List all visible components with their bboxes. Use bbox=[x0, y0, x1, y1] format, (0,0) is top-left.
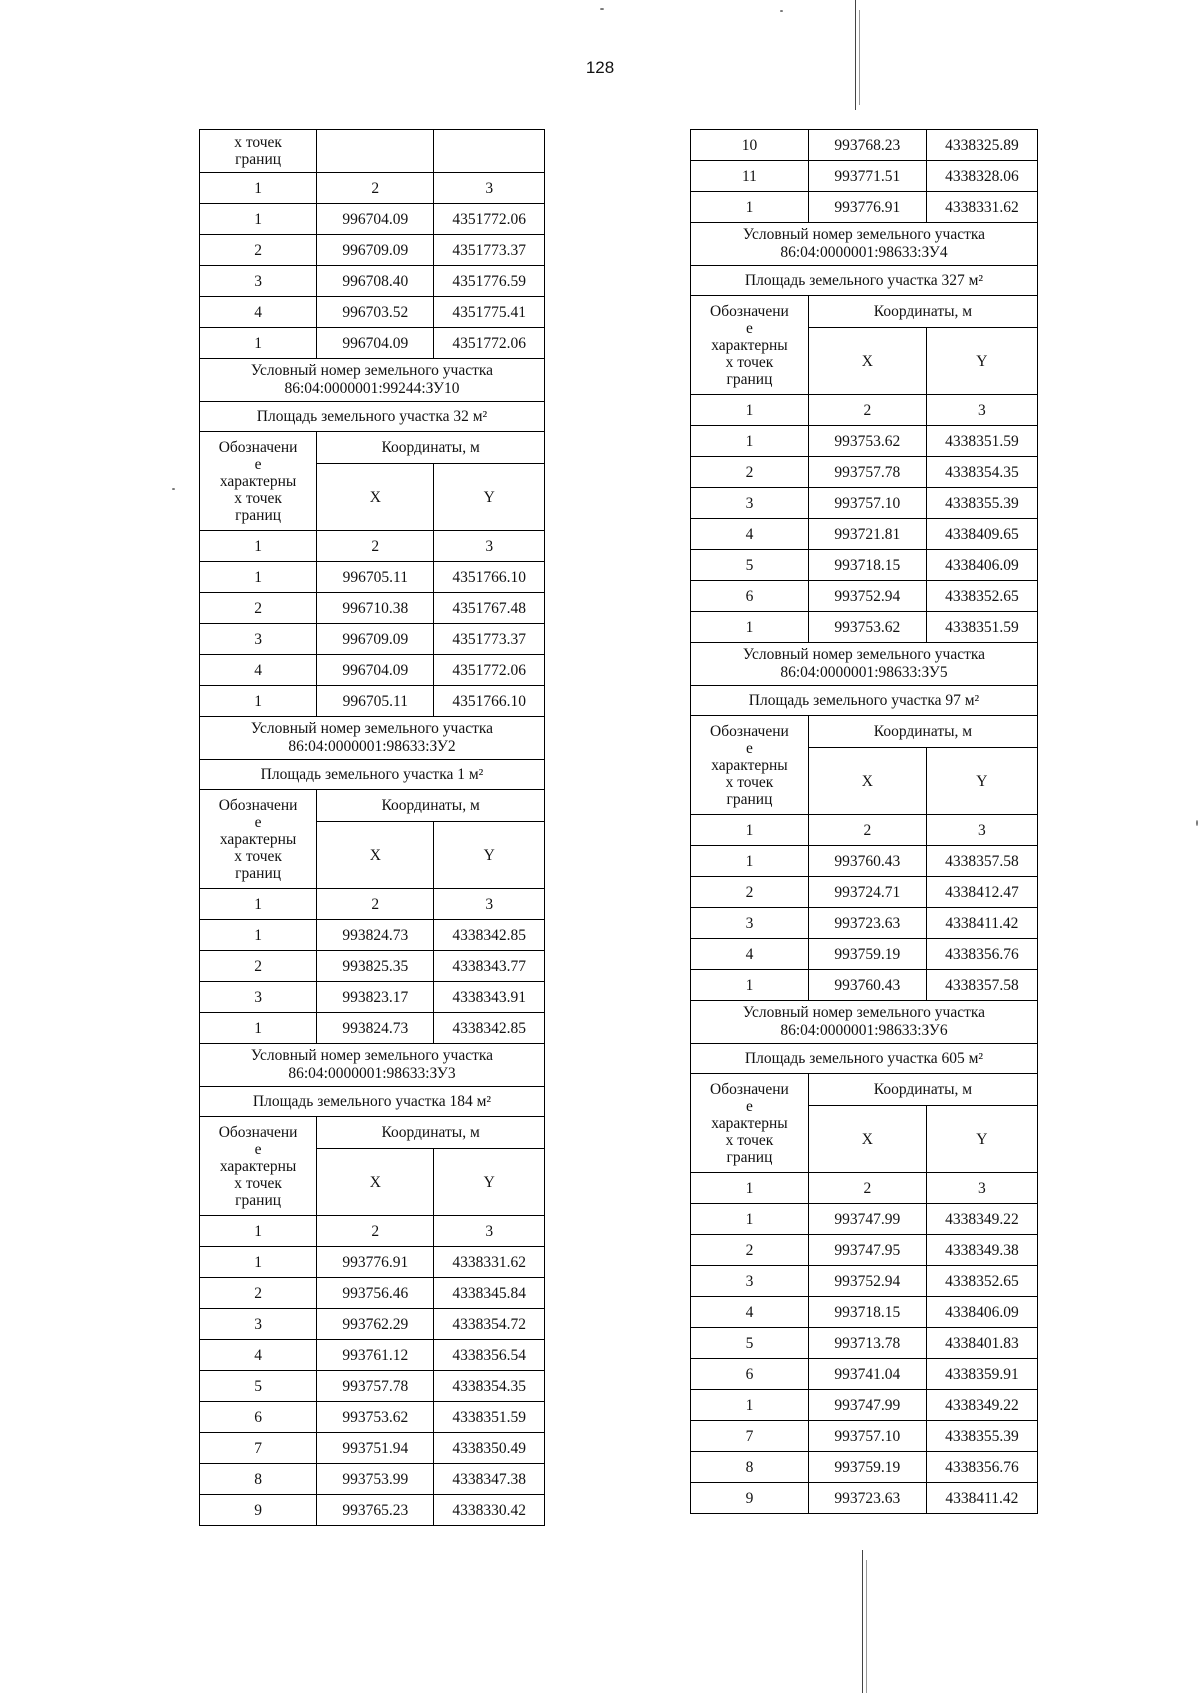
point-cell: 5 bbox=[200, 1371, 317, 1402]
point-cell: 1 bbox=[691, 1204, 809, 1235]
y-coordinate-cell: 4338355.39 bbox=[926, 488, 1037, 519]
point-cell: 4 bbox=[200, 297, 317, 328]
point-cell: 1 bbox=[200, 328, 317, 359]
parcel-area: Площадь земельного участка 32 м² bbox=[200, 402, 545, 432]
column-index-cell: 1 bbox=[200, 531, 317, 562]
y-coordinate-cell: 4338352.65 bbox=[926, 1266, 1037, 1297]
point-cell: 2 bbox=[691, 877, 809, 908]
table-row bbox=[200, 1309, 545, 1340]
y-coordinate-cell: 4338356.76 bbox=[926, 939, 1037, 970]
point-cell: 1 bbox=[200, 204, 317, 235]
column-index-row bbox=[691, 395, 1038, 426]
table-row bbox=[691, 1452, 1038, 1483]
x-coordinate-cell: 993723.63 bbox=[808, 908, 926, 939]
table-row bbox=[691, 939, 1038, 970]
y-coordinate-cell: 4351766.10 bbox=[434, 562, 545, 593]
x-axis-header: X bbox=[317, 1149, 434, 1216]
y-coordinate-cell: 4338342.85 bbox=[434, 920, 545, 951]
point-cell: 10 bbox=[691, 130, 809, 161]
x-coordinate-cell: 993768.23 bbox=[808, 130, 926, 161]
x-coordinate-cell: 996704.09 bbox=[317, 204, 434, 235]
column-header-row bbox=[200, 790, 545, 822]
x-coordinate-cell: 993759.19 bbox=[808, 939, 926, 970]
points-label-header: х точек границ bbox=[200, 130, 317, 173]
x-coordinate-cell: 996705.11 bbox=[317, 686, 434, 717]
column-index-row bbox=[691, 1173, 1038, 1204]
table-row bbox=[691, 130, 1038, 161]
point-cell: 6 bbox=[691, 1359, 809, 1390]
parcel-number-title: Условный номер земельного участка 86:04:0000001:98633:ЗУ4 bbox=[691, 223, 1038, 266]
scan-edge-line bbox=[859, 10, 860, 105]
scan-speck bbox=[1196, 820, 1198, 826]
x-coordinate-cell: 996703.52 bbox=[317, 297, 434, 328]
parcel-area: Площадь земельного участка 605 м² bbox=[691, 1044, 1038, 1074]
column-index-cell: 2 bbox=[317, 531, 434, 562]
x-coordinate-cell: 993751.94 bbox=[317, 1433, 434, 1464]
y-coordinate-cell: 4351775.41 bbox=[434, 297, 545, 328]
parcel-title-row bbox=[691, 643, 1038, 686]
y-coordinate-cell: 4338357.58 bbox=[926, 846, 1037, 877]
x-axis-header: X bbox=[317, 822, 434, 889]
y-coordinate-cell: 4338351.59 bbox=[434, 1402, 545, 1433]
x-coordinate-cell: 993747.99 bbox=[808, 1390, 926, 1421]
point-cell: 3 bbox=[200, 982, 317, 1013]
x-coordinate-cell: 996709.09 bbox=[317, 235, 434, 266]
scan-speck bbox=[172, 488, 175, 490]
x-coordinate-cell: 993753.62 bbox=[808, 426, 926, 457]
coordinates-header: Координаты, м bbox=[317, 432, 545, 464]
table-row bbox=[200, 1464, 545, 1495]
x-coordinate-cell: 993753.62 bbox=[808, 612, 926, 643]
y-coordinate-cell: 4338350.49 bbox=[434, 1433, 545, 1464]
parcel-area-row bbox=[200, 760, 545, 790]
x-coordinate-cell: 993718.15 bbox=[808, 1297, 926, 1328]
x-coordinate-cell: 993723.63 bbox=[808, 1483, 926, 1514]
y-coordinate-cell: 4338409.65 bbox=[926, 519, 1037, 550]
table-row bbox=[691, 612, 1038, 643]
table-row bbox=[200, 328, 545, 359]
table-row bbox=[691, 581, 1038, 612]
point-cell: 2 bbox=[200, 235, 317, 266]
y-coordinate-cell: 4338331.62 bbox=[434, 1247, 545, 1278]
column-index-cell: 2 bbox=[317, 173, 434, 204]
x-coordinate-cell: 993757.78 bbox=[808, 457, 926, 488]
table-row bbox=[200, 982, 545, 1013]
points-label-header: Обозначени е характерны х точек границ bbox=[200, 432, 317, 531]
points-label-header: Обозначени е характерны х точек границ bbox=[200, 790, 317, 889]
column-index-cell: 2 bbox=[808, 1173, 926, 1204]
x-coordinate-cell: 993823.17 bbox=[317, 982, 434, 1013]
point-cell: 7 bbox=[691, 1421, 809, 1452]
point-cell: 2 bbox=[200, 951, 317, 982]
y-coordinate-cell: 4338342.85 bbox=[434, 1013, 545, 1044]
y-coordinate-cell: 4351773.37 bbox=[434, 624, 545, 655]
column-index-cell: 3 bbox=[434, 889, 545, 920]
column-index-cell: 3 bbox=[926, 395, 1037, 426]
column-index-cell: 3 bbox=[434, 173, 545, 204]
y-coordinate-cell: 4338355.39 bbox=[926, 1421, 1037, 1452]
point-cell: 3 bbox=[691, 488, 809, 519]
y-coordinate-cell: 4338347.38 bbox=[434, 1464, 545, 1495]
parcel-number-title: Условный номер земельного участка 86:04:0000001:98633:ЗУ2 bbox=[200, 717, 545, 760]
y-coordinate-cell: 4338356.76 bbox=[926, 1452, 1037, 1483]
x-axis-header: X bbox=[808, 748, 926, 815]
x-coordinate-cell: 993776.91 bbox=[808, 192, 926, 223]
table-row bbox=[200, 1433, 545, 1464]
column-index-cell: 2 bbox=[317, 889, 434, 920]
coordinates-header: Координаты, м bbox=[808, 1074, 1037, 1106]
point-cell: 4 bbox=[691, 519, 809, 550]
points-label-header: Обозначени е характерны х точек границ bbox=[691, 1074, 809, 1173]
point-cell: 5 bbox=[691, 550, 809, 581]
x-coordinate-cell: 993741.04 bbox=[808, 1359, 926, 1390]
page-number: 128 bbox=[585, 58, 615, 77]
parcel-title-row bbox=[691, 1001, 1038, 1044]
x-axis-header: X bbox=[808, 1106, 926, 1173]
column-header-row bbox=[691, 716, 1038, 748]
table-row bbox=[200, 951, 545, 982]
table-row bbox=[691, 1328, 1038, 1359]
scan-edge-line bbox=[855, 0, 856, 110]
table-row bbox=[200, 593, 545, 624]
point-cell: 1 bbox=[691, 1390, 809, 1421]
x-coordinate-cell: 993757.10 bbox=[808, 1421, 926, 1452]
y-axis-header: Y bbox=[926, 1106, 1037, 1173]
table-row bbox=[200, 686, 545, 717]
column-index-row bbox=[200, 1216, 545, 1247]
table-row bbox=[200, 562, 545, 593]
point-cell: 3 bbox=[200, 266, 317, 297]
parcel-area-row bbox=[691, 1044, 1038, 1074]
table-row bbox=[691, 192, 1038, 223]
parcel-title-row bbox=[691, 223, 1038, 266]
point-cell: 3 bbox=[691, 1266, 809, 1297]
y-coordinate-cell: 4338351.59 bbox=[926, 612, 1037, 643]
table-row bbox=[691, 877, 1038, 908]
scan-speck bbox=[600, 8, 604, 10]
y-coordinate-cell: 4338357.58 bbox=[926, 970, 1037, 1001]
scan-edge-line bbox=[866, 1560, 867, 1693]
point-cell: 7 bbox=[200, 1433, 317, 1464]
point-cell: 3 bbox=[200, 1309, 317, 1340]
y-coordinate-cell: 4351773.37 bbox=[434, 235, 545, 266]
y-coordinate-cell: 4351776.59 bbox=[434, 266, 545, 297]
column-index-cell: 1 bbox=[200, 889, 317, 920]
column-index-cell: 3 bbox=[434, 1216, 545, 1247]
points-label-header: Обозначени е характерны х точек границ bbox=[200, 1117, 317, 1216]
table-row bbox=[691, 426, 1038, 457]
y-coordinate-cell: 4338325.89 bbox=[926, 130, 1037, 161]
column-header-row bbox=[200, 1117, 545, 1149]
table-row bbox=[200, 1013, 545, 1044]
table-row bbox=[691, 846, 1038, 877]
point-cell: 1 bbox=[691, 192, 809, 223]
scan-edge-line bbox=[862, 1550, 863, 1693]
table-row bbox=[200, 1371, 545, 1402]
y-coordinate-cell: 4338328.06 bbox=[926, 161, 1037, 192]
x-coordinate-cell: 993771.51 bbox=[808, 161, 926, 192]
column-header-row bbox=[691, 1074, 1038, 1106]
y-coordinate-cell: 4338356.54 bbox=[434, 1340, 545, 1371]
table-row bbox=[200, 235, 545, 266]
point-cell: 3 bbox=[691, 908, 809, 939]
y-coordinate-cell: 4338351.59 bbox=[926, 426, 1037, 457]
column-index-cell: 3 bbox=[434, 531, 545, 562]
y-coordinate-cell: 4338354.35 bbox=[434, 1371, 545, 1402]
x-coordinate-cell: 993757.10 bbox=[808, 488, 926, 519]
column-index-cell: 3 bbox=[926, 815, 1037, 846]
x-coordinate-cell: 996704.09 bbox=[317, 655, 434, 686]
x-coordinate-cell: 993757.78 bbox=[317, 1371, 434, 1402]
y-coordinate-cell: 4338359.91 bbox=[926, 1359, 1037, 1390]
y-coordinate-cell: 4338354.72 bbox=[434, 1309, 545, 1340]
x-coordinate-cell: 993747.99 bbox=[808, 1204, 926, 1235]
table-row bbox=[200, 297, 545, 328]
point-cell: 6 bbox=[691, 581, 809, 612]
right-column-table bbox=[690, 129, 1038, 1514]
point-cell: 5 bbox=[691, 1328, 809, 1359]
table-row bbox=[691, 1235, 1038, 1266]
table-row bbox=[200, 1247, 545, 1278]
y-coordinate-cell: 4338412.47 bbox=[926, 877, 1037, 908]
y-axis-header: Y bbox=[434, 1149, 545, 1216]
x-coordinate-cell: 993765.23 bbox=[317, 1495, 434, 1526]
x-coordinate-cell: 993753.62 bbox=[317, 1402, 434, 1433]
y-coordinate-cell: 4338401.83 bbox=[926, 1328, 1037, 1359]
y-coordinate-cell: 4338349.22 bbox=[926, 1204, 1037, 1235]
point-cell: 8 bbox=[691, 1452, 809, 1483]
table-row bbox=[691, 550, 1038, 581]
point-cell: 1 bbox=[691, 970, 809, 1001]
column-index-cell: 3 bbox=[926, 1173, 1037, 1204]
table-row bbox=[691, 161, 1038, 192]
y-coordinate-cell: 4351772.06 bbox=[434, 328, 545, 359]
x-coordinate-cell: 993747.95 bbox=[808, 1235, 926, 1266]
column-index-cell: 1 bbox=[200, 1216, 317, 1247]
y-axis-header: Y bbox=[926, 748, 1037, 815]
continued-header-row bbox=[200, 130, 545, 173]
x-coordinate-cell: 996709.09 bbox=[317, 624, 434, 655]
table-row bbox=[691, 1483, 1038, 1514]
x-coordinate-cell: 993824.73 bbox=[317, 920, 434, 951]
point-cell: 9 bbox=[200, 1495, 317, 1526]
parcel-area-row bbox=[691, 266, 1038, 296]
x-coordinate-cell: 993756.46 bbox=[317, 1278, 434, 1309]
x-coordinate-cell: 993724.71 bbox=[808, 877, 926, 908]
point-cell: 3 bbox=[200, 624, 317, 655]
table-row bbox=[691, 1421, 1038, 1452]
table-row bbox=[691, 488, 1038, 519]
y-coordinate-cell: 4351766.10 bbox=[434, 686, 545, 717]
point-cell: 4 bbox=[691, 939, 809, 970]
y-axis-header: Y bbox=[434, 822, 545, 889]
y-coordinate-cell: 4338331.62 bbox=[926, 192, 1037, 223]
column-index-cell: 1 bbox=[691, 815, 809, 846]
y-coordinate-cell: 4338343.91 bbox=[434, 982, 545, 1013]
parcel-number-title: Условный номер земельного участка 86:04:0000001:98633:ЗУ5 bbox=[691, 643, 1038, 686]
x-coordinate-cell: 993776.91 bbox=[317, 1247, 434, 1278]
column-header-row bbox=[691, 296, 1038, 328]
point-cell: 1 bbox=[200, 686, 317, 717]
point-cell: 1 bbox=[200, 562, 317, 593]
column-index-cell: 2 bbox=[808, 395, 926, 426]
table-row bbox=[200, 655, 545, 686]
table-row bbox=[691, 1266, 1038, 1297]
table-row bbox=[200, 1340, 545, 1371]
y-coordinate-cell: 4338352.65 bbox=[926, 581, 1037, 612]
parcel-area-row bbox=[200, 402, 545, 432]
column-index-cell: 2 bbox=[317, 1216, 434, 1247]
table-row bbox=[200, 266, 545, 297]
column-index-row bbox=[200, 173, 545, 204]
point-cell: 11 bbox=[691, 161, 809, 192]
column-index-cell: 1 bbox=[691, 395, 809, 426]
right-coordinates-table bbox=[690, 129, 1038, 1514]
point-cell: 8 bbox=[200, 1464, 317, 1495]
y-coordinate-cell: 4338345.84 bbox=[434, 1278, 545, 1309]
y-axis-header: Y bbox=[434, 464, 545, 531]
left-column-table bbox=[199, 129, 545, 1526]
table-row bbox=[691, 908, 1038, 939]
table-row bbox=[691, 1390, 1038, 1421]
table-row bbox=[691, 1297, 1038, 1328]
table-row bbox=[200, 1495, 545, 1526]
table-row bbox=[200, 624, 545, 655]
x-coordinate-cell: 996704.09 bbox=[317, 328, 434, 359]
table-row bbox=[691, 457, 1038, 488]
x-coordinate-cell: 996708.40 bbox=[317, 266, 434, 297]
parcel-title-row bbox=[200, 359, 545, 402]
x-coordinate-cell: 993760.43 bbox=[808, 970, 926, 1001]
point-cell: 2 bbox=[691, 457, 809, 488]
x-axis-header: X bbox=[808, 328, 926, 395]
y-coordinate-cell: 4338406.09 bbox=[926, 1297, 1037, 1328]
column-index-row bbox=[691, 815, 1038, 846]
point-cell: 1 bbox=[200, 1247, 317, 1278]
point-cell: 2 bbox=[691, 1235, 809, 1266]
table-row bbox=[200, 204, 545, 235]
parcel-area: Площадь земельного участка 1 м² bbox=[200, 760, 545, 790]
parcel-area-row bbox=[691, 686, 1038, 716]
table-row bbox=[691, 519, 1038, 550]
coordinates-header: Координаты, м bbox=[317, 790, 545, 822]
x-coordinate-cell: 996705.11 bbox=[317, 562, 434, 593]
point-cell: 1 bbox=[691, 426, 809, 457]
y-coordinate-cell: 4351772.06 bbox=[434, 204, 545, 235]
parcel-number-title: Условный номер земельного участка 86:04:0000001:98633:ЗУ3 bbox=[200, 1044, 545, 1087]
x-coordinate-cell: 996710.38 bbox=[317, 593, 434, 624]
y-coordinate-cell: 4351767.48 bbox=[434, 593, 545, 624]
y-coordinate-cell: 4338354.35 bbox=[926, 457, 1037, 488]
x-coordinate-cell: 993718.15 bbox=[808, 550, 926, 581]
x-coordinate-cell: 993825.35 bbox=[317, 951, 434, 982]
empty-header-cell bbox=[434, 130, 545, 173]
point-cell: 6 bbox=[200, 1402, 317, 1433]
point-cell: 2 bbox=[200, 593, 317, 624]
coordinates-header: Координаты, м bbox=[808, 716, 1037, 748]
column-index-cell: 2 bbox=[808, 815, 926, 846]
point-cell: 1 bbox=[691, 846, 809, 877]
column-index-cell: 1 bbox=[691, 1173, 809, 1204]
table-row bbox=[200, 1278, 545, 1309]
x-coordinate-cell: 993713.78 bbox=[808, 1328, 926, 1359]
table-row bbox=[691, 1204, 1038, 1235]
column-index-cell: 1 bbox=[200, 173, 317, 204]
parcel-number-title: Условный номер земельного участка 86:04:0000001:99244:ЗУ10 bbox=[200, 359, 545, 402]
x-axis-header: X bbox=[317, 464, 434, 531]
parcel-area: Площадь земельного участка 184 м² bbox=[200, 1087, 545, 1117]
x-coordinate-cell: 993759.19 bbox=[808, 1452, 926, 1483]
x-coordinate-cell: 993752.94 bbox=[808, 1266, 926, 1297]
column-header-row bbox=[200, 432, 545, 464]
parcel-area: Площадь земельного участка 97 м² bbox=[691, 686, 1038, 716]
y-coordinate-cell: 4338330.42 bbox=[434, 1495, 545, 1526]
table-row bbox=[691, 1359, 1038, 1390]
points-label-header: Обозначени е характерны х точек границ bbox=[691, 296, 809, 395]
x-coordinate-cell: 993761.12 bbox=[317, 1340, 434, 1371]
parcel-title-row bbox=[200, 717, 545, 760]
y-coordinate-cell: 4338411.42 bbox=[926, 1483, 1037, 1514]
point-cell: 1 bbox=[691, 612, 809, 643]
y-coordinate-cell: 4351772.06 bbox=[434, 655, 545, 686]
parcel-number-title: Условный номер земельного участка 86:04:0000001:98633:ЗУ6 bbox=[691, 1001, 1038, 1044]
y-coordinate-cell: 4338349.22 bbox=[926, 1390, 1037, 1421]
table-row bbox=[200, 1402, 545, 1433]
table-row bbox=[691, 970, 1038, 1001]
parcel-title-row bbox=[200, 1044, 545, 1087]
point-cell: 2 bbox=[200, 1278, 317, 1309]
empty-header-cell bbox=[317, 130, 434, 173]
column-index-row bbox=[200, 531, 545, 562]
x-coordinate-cell: 993721.81 bbox=[808, 519, 926, 550]
y-coordinate-cell: 4338349.38 bbox=[926, 1235, 1037, 1266]
coordinates-header: Координаты, м bbox=[317, 1117, 545, 1149]
column-index-row bbox=[200, 889, 545, 920]
points-label-header: Обозначени е характерны х точек границ bbox=[691, 716, 809, 815]
point-cell: 9 bbox=[691, 1483, 809, 1514]
x-coordinate-cell: 993762.29 bbox=[317, 1309, 434, 1340]
point-cell: 4 bbox=[200, 655, 317, 686]
left-coordinates-table bbox=[199, 129, 545, 1526]
y-coordinate-cell: 4338411.42 bbox=[926, 908, 1037, 939]
point-cell: 1 bbox=[200, 920, 317, 951]
table-row bbox=[200, 920, 545, 951]
y-coordinate-cell: 4338406.09 bbox=[926, 550, 1037, 581]
y-coordinate-cell: 4338343.77 bbox=[434, 951, 545, 982]
y-axis-header: Y bbox=[926, 328, 1037, 395]
point-cell: 4 bbox=[691, 1297, 809, 1328]
scan-speck bbox=[780, 10, 783, 12]
coordinates-header: Координаты, м bbox=[808, 296, 1037, 328]
point-cell: 1 bbox=[200, 1013, 317, 1044]
parcel-area: Площадь земельного участка 327 м² bbox=[691, 266, 1038, 296]
x-coordinate-cell: 993752.94 bbox=[808, 581, 926, 612]
x-coordinate-cell: 993753.99 bbox=[317, 1464, 434, 1495]
parcel-area-row bbox=[200, 1087, 545, 1117]
x-coordinate-cell: 993824.73 bbox=[317, 1013, 434, 1044]
x-coordinate-cell: 993760.43 bbox=[808, 846, 926, 877]
point-cell: 4 bbox=[200, 1340, 317, 1371]
